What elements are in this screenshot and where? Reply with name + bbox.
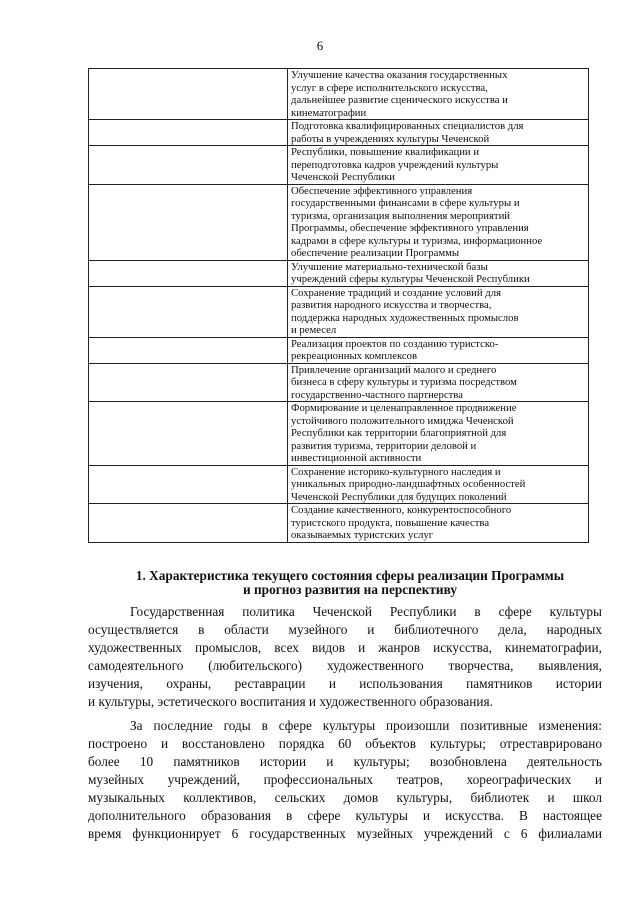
task-line: Подготовка квалифицированных специалистов для	[291, 120, 524, 132]
paragraph-line: осуществляется в области музейного и библиотечного дела, народных	[88, 622, 602, 637]
table-row	[89, 184, 589, 260]
table-row	[89, 465, 589, 504]
task-line: кадрами в сфере культуры и туризма, информационное	[291, 234, 543, 247]
paragraph-line: и культуры, эстетического воспитания и художественного образования.	[88, 694, 493, 709]
task-line: переподготовка кадров учреждений культуры	[291, 158, 499, 171]
table-row	[89, 146, 589, 185]
section-title-line-1: 1. Характеристика текущего состояния сферы реализации Программы	[135, 568, 565, 583]
table-cell-empty	[89, 146, 288, 185]
task-line: Сохранение традиций и создание условий для	[291, 286, 501, 299]
task-line: Республики, повышение квалификации и	[291, 146, 480, 158]
task-line: Чеченской Республики для будущих поколений	[291, 490, 507, 503]
task-line: Республики как территории благоприятной для	[291, 427, 507, 439]
table-cell-empty	[89, 337, 288, 363]
table-cell-empty	[89, 465, 288, 504]
table-cell-empty	[89, 260, 288, 286]
task-line: услуг в сфере исполнительского искусства,	[291, 81, 488, 94]
paragraph-line: За последние годы в сфере культуры произошли позитивные изменения:	[130, 718, 602, 733]
task-line: Обеспечение эффективного управления	[291, 184, 473, 197]
task-line: Реализация проектов по созданию туристско-	[291, 337, 499, 350]
table-cell-empty	[89, 120, 288, 146]
task-line: Сохранение историко-культурного наследия и	[291, 465, 501, 478]
table-cell-task	[288, 184, 589, 260]
task-line: Улучшение материально-технической базы	[291, 260, 488, 273]
task-line: Привлечение организаций малого и среднего	[291, 363, 497, 376]
paragraph-line: художественных промыслов, всех видов и жанров искусства, кинематографии,	[88, 640, 602, 655]
page-number: 6	[316, 38, 324, 53]
task-line: развития туризма, территории деловой и	[291, 439, 477, 452]
table-cell-task	[288, 337, 589, 363]
table-cell-empty	[89, 402, 288, 466]
table-row	[89, 286, 589, 337]
paragraph-line: Государственная политика Чеченской Республики в сфере культуры	[130, 604, 602, 619]
task-line: Улучшение качества оказания государственных	[291, 69, 508, 81]
table-cell-empty	[89, 184, 288, 260]
paragraph-line: дополнительного образования в сфере культуры и искусства. В настоящее	[88, 808, 602, 823]
task-line: дальнейшее развитие сценического искусства и	[291, 94, 508, 106]
table-cell-task	[288, 146, 589, 185]
section-title-line-2: и прогноз развития на перспективу	[243, 582, 457, 597]
table-row	[89, 260, 589, 286]
task-line: Программы, обеспечение эффективного управления	[291, 222, 529, 234]
table-cell-empty	[89, 286, 288, 337]
task-line: развития народного искусства и творчества,	[291, 299, 492, 311]
table-row	[89, 69, 589, 120]
paragraph-line: самодеятельного (любительского) художественного творчества, выявления,	[88, 658, 602, 673]
paragraph-line: более 10 памятников истории и культуры; возобновлена деятельность	[88, 754, 602, 769]
table-cell-task	[288, 363, 589, 402]
task-line: Создание качественного, конкурентоспособного	[291, 504, 512, 516]
paragraph-line: изучения, охраны, реставрации и использования памятников истории	[88, 676, 602, 691]
section-title	[60, 569, 640, 597]
table-row	[89, 402, 589, 466]
paragraph-achievements	[88, 717, 602, 843]
table-row	[89, 504, 589, 543]
task-line: рекреационных комплексов	[291, 350, 418, 362]
task-line: туризма, организация выполнения мероприятий	[291, 209, 511, 222]
task-line: оказываемых туристских услуг	[291, 529, 434, 541]
table-cell-task	[288, 120, 589, 146]
task-line: устойчивого положительного имиджа Чеченской	[291, 414, 514, 427]
table-row	[89, 363, 589, 402]
task-line: учреждений сферы культуры Чеченской Республики	[291, 273, 530, 285]
task-line: государственными финансами в сфере культуры и	[291, 197, 520, 209]
paragraph-line: музыкальных коллективов, сельских домов культуры, библиотек и школ	[88, 790, 602, 805]
task-line: кинематографии	[291, 106, 367, 119]
table-row	[89, 120, 589, 146]
paragraph-policy	[88, 603, 602, 711]
table-cell-task	[288, 402, 589, 466]
table-cell-empty	[89, 69, 288, 120]
table-row	[89, 337, 589, 363]
task-line: Чеченской Республики	[291, 171, 396, 183]
task-line: поддержка народных художественных промыслов	[291, 311, 519, 324]
table-cell-task	[288, 465, 589, 504]
task-line: уникальных природно-ландшафтных особенностей	[291, 478, 526, 490]
task-line: и ремесел	[291, 324, 337, 336]
table-cell-task	[288, 286, 589, 337]
task-line: инвестиционной активности	[291, 452, 422, 464]
task-line: государственно-частного партнерства	[291, 388, 463, 401]
task-line: Формирование и целенаправленное продвижение	[291, 402, 517, 414]
table-cell-task	[288, 69, 589, 120]
table-cell-empty	[89, 504, 288, 543]
task-line: обеспечение реализации Программы	[291, 247, 460, 259]
task-line: туристского продукта, повышение качества	[291, 516, 490, 529]
table-cell-task	[288, 504, 589, 543]
task-line: работы в учреждениях культуры Чеченской	[291, 132, 490, 145]
table-cell-task	[288, 260, 589, 286]
task-line: бизнеса в сферу культуры и туризма посредством	[291, 376, 517, 388]
tasks-table	[88, 68, 589, 543]
paragraph-line: время функционирует 6 государственных музейных учреждений с 6 филиалами	[88, 826, 602, 841]
table-cell-empty	[89, 363, 288, 402]
paragraph-line: построено и восстановлено порядка 60 объектов культуры; отреставрировано	[88, 736, 602, 751]
paragraph-line: музейных учреждений, профессиональных театров, хореографических и	[88, 772, 602, 787]
